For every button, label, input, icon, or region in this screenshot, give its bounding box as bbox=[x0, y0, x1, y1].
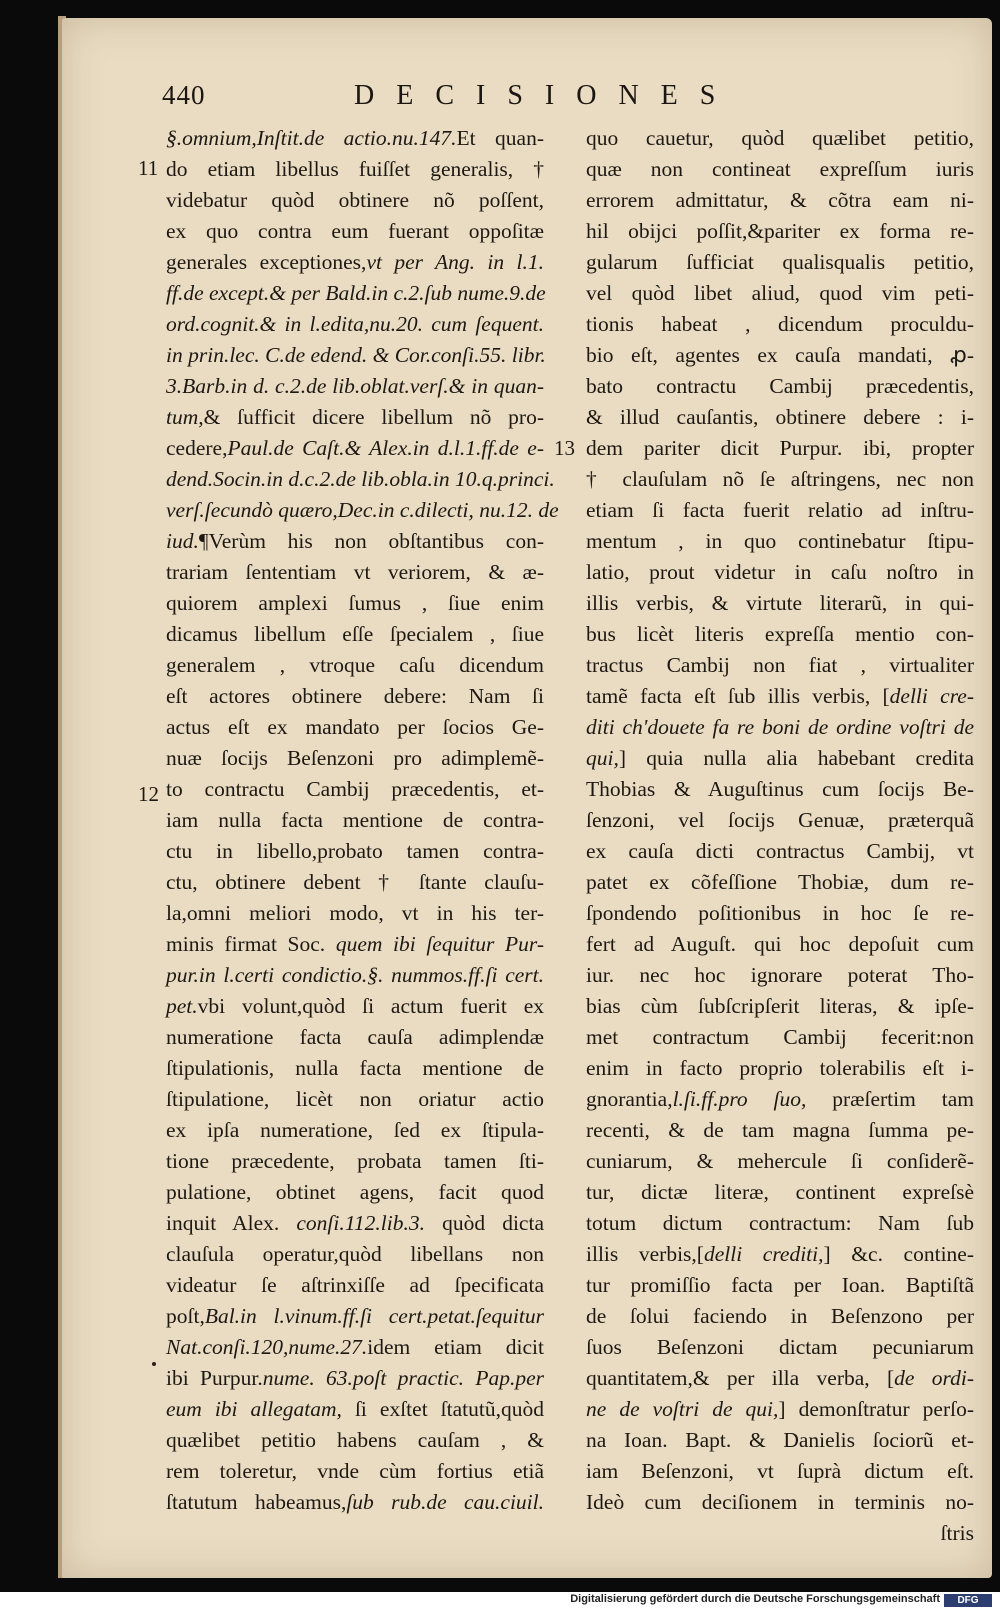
text-line: iam Beſenzoni, vt ſuprà dictum eſt. bbox=[586, 1459, 974, 1483]
marginal-number: 11 bbox=[138, 156, 159, 180]
text-line: clauſula operatur,quòd libellans non bbox=[166, 1242, 544, 1266]
text-line: rem toleretur, vnde cùm fortius etiã bbox=[166, 1459, 544, 1483]
text-line: tur, dictæ literæ, continent expreſsè bbox=[586, 1180, 974, 1204]
text-line: 3.Barb.in d. c.2.de lib.oblat.verſ.& in quan- bbox=[166, 374, 544, 398]
running-head bbox=[162, 80, 782, 120]
text-line: videatur ſe aſtrinxiſſe ad ſpecificata bbox=[166, 1273, 544, 1297]
text-line: tum,& ſufficit dicere libellum nõ pro- bbox=[166, 405, 544, 429]
running-title: DECISIONES bbox=[354, 80, 738, 111]
text-line: bio eſt, agentes ex cauſa mandati, ꝓ- bbox=[586, 343, 974, 367]
text-line: illis verbis,[delli crediti,] &c. contine- bbox=[586, 1242, 975, 1266]
text-line: errorem admittatur, & cõtra eam ni- bbox=[586, 188, 974, 212]
text-line: Ideò cum deciſionem in terminis no- bbox=[586, 1490, 974, 1514]
text-line: ex ipſa numeratione, ſed ex ſtipula- bbox=[166, 1118, 544, 1142]
text-line: ctu in libello,probato tamen contra- bbox=[166, 839, 544, 863]
text-line: quo cauetur, quòd quælibet petitio, bbox=[586, 126, 974, 150]
text-line: ff.de except.& per Bald.in c.2.ſub nume.9.de bbox=[166, 281, 546, 305]
text-line: gularum ſufficiat qualisqualis petitio, bbox=[586, 250, 974, 274]
catchword: ſtris bbox=[940, 1521, 974, 1545]
text-line: vel quòd libet aliud, quod vim peti- bbox=[586, 281, 974, 305]
text-line: & illud cauſantis, obtinere debere : i- bbox=[586, 405, 974, 429]
text-line: minis firmat Soc. quem ibi ſequitur Pur- bbox=[166, 932, 544, 956]
text-line: ſpondendo poſitionibus in hoc ſe re- bbox=[586, 901, 974, 925]
text-line: fert ad Auguſt. qui hoc depoſuit cum bbox=[586, 932, 974, 956]
text-line: cuniarum, & mehercule ſi conſiderẽ- bbox=[586, 1149, 974, 1173]
footer-bar bbox=[0, 1592, 1000, 1610]
text-line: ex cauſa dicti contractus Cambij, vt bbox=[586, 839, 974, 863]
text-line: qui,] quia nulla alia habebant credita bbox=[586, 746, 974, 770]
text-line: generalem , vtroque caſu dicendum bbox=[166, 653, 544, 677]
text-line: quælibet petitio habens cauſam , & bbox=[166, 1428, 544, 1452]
text-line: trariam ſententiam vt veriorem, & æ- bbox=[166, 560, 544, 584]
text-line: quantitatem,& per illa verba, [de ordi- bbox=[586, 1366, 974, 1390]
text-line: eum ibi allegatam, ſi exſtet ſtatutũ,quòd bbox=[166, 1397, 544, 1421]
text-line: quiorem amplexi ſumus , ſiue enim bbox=[166, 591, 544, 615]
text-line: met contractum Cambij fecerit:non bbox=[586, 1025, 974, 1049]
text-line: do etiam libellus fuiſſet generalis, † bbox=[166, 157, 544, 181]
text-line: ſtipulatione, licèt non oriatur actio bbox=[166, 1087, 544, 1111]
text-line: poſt,Bal.in l.vinum.ff.ſi cert.petat.ſequitur bbox=[166, 1304, 544, 1328]
left-text-column bbox=[166, 123, 559, 1518]
text-line: to contractu Cambij præcedentis, et- bbox=[166, 777, 544, 801]
text-line: pet.vbi volunt,quòd ſi actum fuerit ex bbox=[166, 994, 544, 1018]
text-line: tamẽ facta eſt ſub illis verbis, [delli cre- bbox=[586, 684, 974, 708]
page-number: 440 bbox=[162, 80, 206, 110]
text-line: totum dictum contractum: Nam ſub bbox=[586, 1211, 974, 1235]
text-line: bias cùm ſubſcripſerit literas, & ipſe- bbox=[586, 994, 974, 1018]
text-line: de ſolui faciendo in Beſenzono per bbox=[586, 1304, 974, 1328]
text-line: Thobias & Auguſtinus cum ſocijs Be- bbox=[586, 777, 974, 801]
text-line: in prin.lec. C.de edend. & Cor.conſi.55. libr. bbox=[166, 343, 546, 367]
text-line: iur. nec hoc ignorare poterat Tho- bbox=[586, 963, 974, 987]
text-line: recenti, & de tam magna ſumma pe- bbox=[586, 1118, 974, 1142]
text-line: bato contractu Cambij præcedentis, bbox=[586, 374, 974, 398]
text-line: pulatione, obtinet agens, facit quod bbox=[166, 1180, 544, 1204]
text-line: tur promiſſio facta per Ioan. Baptiſtã bbox=[586, 1273, 974, 1297]
text-line: §.omnium,Inſtit.de actio.nu.147.Et quan- bbox=[166, 126, 544, 150]
text-line: ctu, obtinere debent † ſtante clauſu- bbox=[166, 870, 544, 894]
text-line: nuæ ſocijs Beſenzoni pro adimplemẽ- bbox=[166, 746, 544, 770]
text-line: ſtatutum habeamus,ſub rub.de cau.ciuil. bbox=[166, 1490, 544, 1514]
text-line: numeratione facta cauſa adimplendæ bbox=[166, 1025, 544, 1049]
text-line: latio, prout videtur in caſu noſtro in bbox=[586, 560, 974, 584]
ink-speck bbox=[152, 1362, 156, 1366]
text-line: diti ch'douete fa re boni de ordine voſtri de bbox=[586, 715, 974, 739]
text-line: ord.cognit.& in l.edita,nu.20. cum ſequent. bbox=[166, 312, 544, 336]
text-line: tionis habeat , dicendum proculdu- bbox=[586, 312, 974, 336]
right-text-column bbox=[586, 123, 974, 1549]
text-line: inquit Alex. conſi.112.lib.3. quòd dicta bbox=[166, 1211, 544, 1235]
text-line: † clauſulam nõ ſe aſtringens, nec non bbox=[586, 467, 974, 491]
text-line: pur.in l.certi condictio.§. nummos.ff.ſi cert. bbox=[166, 963, 544, 987]
text-line: bus licèt literis expreſſa mentio con- bbox=[586, 622, 974, 646]
text-line: etiam ſi facta fuerit relatio ad inſtru- bbox=[586, 498, 974, 522]
text-line: ſuos Beſenzoni dictam pecuniarum bbox=[586, 1335, 974, 1359]
text-line: ibi Purpur.nume. 63.poſt practic. Pap.per bbox=[166, 1366, 544, 1390]
marginal-number: 12 bbox=[138, 782, 159, 806]
text-line: hil obijci poſſit,&pariter ex forma re- bbox=[586, 219, 974, 243]
text-line: gnorantia,l.ſi.ff.pro ſuo, præſertim tam bbox=[586, 1087, 974, 1111]
text-line: patet ex cõfeſſione Thobiæ, dum re- bbox=[586, 870, 974, 894]
text-line: cedere,Paul.de Caſt.& Alex.in d.l.1.ff.de e- bbox=[166, 436, 544, 460]
text-line: ex quo contra eum fuerant oppoſitæ bbox=[166, 219, 544, 243]
funding-credit: Digitalisierung gefördert durch die Deutsche Forschungsgemeinschaft bbox=[570, 1593, 940, 1605]
text-line: dem pariter dicit Purpur. ibi, propter bbox=[586, 436, 974, 460]
text-line: eſt actores obtinere debere: Nam ſi bbox=[166, 684, 544, 708]
text-line: iud.¶Verùm his non obſtantibus con- bbox=[166, 529, 544, 553]
marginal-number: 13 bbox=[554, 436, 575, 460]
dfg-logo: DFG bbox=[944, 1594, 992, 1607]
text-line: illis verbis, & virtute literarũ, in qui- bbox=[586, 591, 974, 615]
text-line: ne de voſtri de qui,] demonſtratur perſo- bbox=[586, 1397, 974, 1421]
text-line: ſtipulationis, nulla facta mentione de bbox=[166, 1056, 544, 1080]
text-line: verſ.ſecundò quæro,Dec.in c.dilecti, nu.12. de bbox=[166, 498, 559, 522]
text-line: tione præcedente, probata tamen ſti- bbox=[166, 1149, 544, 1173]
text-line: videbatur quòd obtinere nõ poſſent, bbox=[166, 188, 544, 212]
text-line: dicamus libellum eſſe ſpecialem , ſiue bbox=[166, 622, 544, 646]
text-line: dend.Socin.in d.c.2.de lib.obla.in 10.q.princi. bbox=[166, 467, 555, 491]
text-line: na Ioan. Bapt. & Danielis ſociorũ et- bbox=[586, 1428, 974, 1452]
text-line: actus eſt ex mandato per ſocios Ge- bbox=[166, 715, 544, 739]
text-line: iam nulla facta mentione de contra- bbox=[166, 808, 544, 832]
text-line: ſenzoni, vel ſocijs Genuæ, præterquã bbox=[586, 808, 974, 832]
text-line: enim in facto proprio tolerabilis eſt i- bbox=[586, 1056, 974, 1080]
text-line: quæ non contineat expreſſum iuris bbox=[586, 157, 974, 181]
text-line: la,omni meliori modo, vt in his ter- bbox=[166, 901, 544, 925]
text-line: mentum , in quo continebatur ſtipu- bbox=[586, 529, 974, 553]
text-line: tractus Cambij non fiat , virtualiter bbox=[586, 653, 974, 677]
text-line: Nat.conſi.120,nume.27.idem etiam dicit bbox=[166, 1335, 544, 1359]
text-line: generales exceptiones,vt per Ang. in l.1. bbox=[166, 250, 545, 274]
